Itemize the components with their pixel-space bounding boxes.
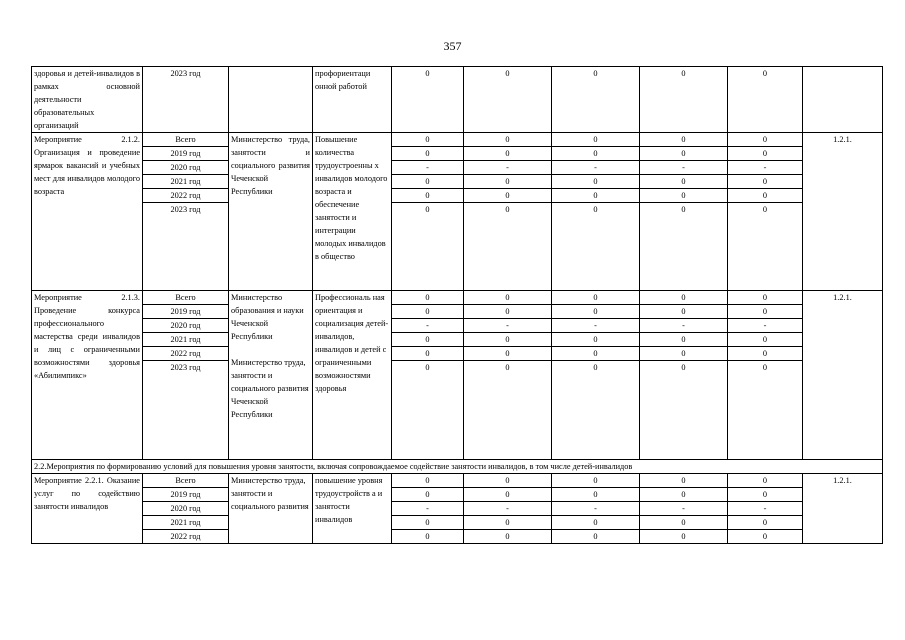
- value-cell: 0: [552, 361, 640, 460]
- table-row: [32, 474, 883, 488]
- table-row: [32, 175, 883, 189]
- value-cell: 0: [392, 147, 464, 161]
- event-name-cell: Мероприятие 2.1.2. Организация и проведение ярмарок вакансий и учебных мест для инвалидов молодого возраста: [32, 133, 143, 291]
- table-row: [32, 488, 883, 502]
- value-cell: 0: [552, 333, 640, 347]
- value-cell: 0: [552, 147, 640, 161]
- year-cell: 2021 год: [143, 516, 229, 530]
- value-cell: 0: [464, 516, 552, 530]
- value-cell: 0: [464, 488, 552, 502]
- value-cell: -: [640, 319, 728, 333]
- table-row: [32, 361, 883, 460]
- value-cell: 0: [464, 305, 552, 319]
- value-cell: 0: [392, 488, 464, 502]
- program-events-table: [31, 66, 883, 544]
- executor-cell: [229, 291, 313, 460]
- value-cell: 0: [728, 347, 803, 361]
- value-cell: 0: [640, 67, 728, 133]
- value-cell: 0: [392, 203, 464, 291]
- executor-cell: [229, 67, 313, 133]
- value-cell: 0: [464, 67, 552, 133]
- year-cell: 2019 год: [143, 488, 229, 502]
- table-row: [32, 305, 883, 319]
- indicator-cell: 1.2.1.: [803, 133, 883, 291]
- year-cell: 2023 год: [143, 67, 229, 133]
- value-cell: 0: [640, 488, 728, 502]
- event-name-cell: здоровья и детей-инвалидов в рамках основной деятельности образовательных организаций: [32, 67, 143, 133]
- value-cell: 0: [728, 175, 803, 189]
- year-cell: 2022 год: [143, 530, 229, 544]
- value-cell: 0: [552, 305, 640, 319]
- value-cell: 0: [464, 175, 552, 189]
- value-cell: 0: [392, 516, 464, 530]
- value-cell: 0: [640, 361, 728, 460]
- table-row: [32, 530, 883, 544]
- value-cell: 0: [392, 333, 464, 347]
- value-cell: 0: [464, 474, 552, 488]
- value-cell: 0: [728, 333, 803, 347]
- value-cell: 0: [640, 291, 728, 305]
- year-cell: 2023 год: [143, 203, 229, 291]
- page-number: 357: [443, 39, 462, 53]
- value-cell: 0: [728, 147, 803, 161]
- section-row: [32, 460, 883, 474]
- value-cell: -: [640, 161, 728, 175]
- value-cell: 0: [392, 361, 464, 460]
- value-cell: -: [728, 319, 803, 333]
- year-cell: Всего: [143, 474, 229, 488]
- value-cell: 0: [552, 530, 640, 544]
- value-cell: -: [640, 502, 728, 516]
- year-cell: 2019 год: [143, 305, 229, 319]
- value-cell: 0: [640, 333, 728, 347]
- value-cell: 0: [728, 361, 803, 460]
- value-cell: 0: [640, 133, 728, 147]
- value-cell: 0: [640, 474, 728, 488]
- value-cell: -: [728, 502, 803, 516]
- table-row: [32, 189, 883, 203]
- executor-gap: [231, 343, 310, 356]
- year-cell: 2020 год: [143, 319, 229, 333]
- value-cell: 0: [640, 189, 728, 203]
- value-cell: -: [728, 161, 803, 175]
- value-cell: 0: [552, 291, 640, 305]
- value-cell: 0: [392, 305, 464, 319]
- value-cell: 0: [552, 203, 640, 291]
- value-cell: 0: [728, 305, 803, 319]
- value-cell: 0: [392, 189, 464, 203]
- value-cell: 0: [552, 175, 640, 189]
- value-cell: -: [392, 161, 464, 175]
- value-cell: 0: [640, 347, 728, 361]
- year-cell: 2021 год: [143, 175, 229, 189]
- value-cell: -: [464, 502, 552, 516]
- value-cell: 0: [392, 67, 464, 133]
- year-cell: 2023 год: [143, 361, 229, 460]
- table-row: [32, 516, 883, 530]
- table-row: [32, 161, 883, 175]
- value-cell: 0: [728, 203, 803, 291]
- value-cell: 0: [464, 347, 552, 361]
- table-row: [32, 67, 883, 133]
- value-cell: 0: [392, 133, 464, 147]
- value-cell: 0: [392, 175, 464, 189]
- value-cell: 0: [640, 305, 728, 319]
- event-name-cell: Мероприятие 2.1.3. Проведение конкурса профессионального мастерства среди инвалидов и лиц с ограниченными возможностями здоровья «Абилимпикс»: [32, 291, 143, 460]
- value-cell: 0: [640, 147, 728, 161]
- result-cell: повышение уровня трудоустройств а и занятости инвалидов: [313, 474, 392, 544]
- year-cell: 2022 год: [143, 347, 229, 361]
- value-cell: 0: [464, 147, 552, 161]
- value-cell: -: [392, 319, 464, 333]
- value-cell: -: [392, 502, 464, 516]
- value-cell: 0: [392, 474, 464, 488]
- result-cell: профориентаци онной работой: [313, 67, 392, 133]
- value-cell: 0: [728, 67, 803, 133]
- value-cell: 0: [464, 133, 552, 147]
- value-cell: 0: [552, 133, 640, 147]
- value-cell: 0: [552, 516, 640, 530]
- value-cell: 0: [464, 530, 552, 544]
- table-row: [32, 333, 883, 347]
- year-cell: Всего: [143, 291, 229, 305]
- executor-cell: Министерство труда, занятости и социального развития: [229, 474, 313, 544]
- value-cell: 0: [552, 488, 640, 502]
- value-cell: 0: [728, 530, 803, 544]
- section-header-cell: 2.2.Мероприятия по формированию условий для повышения уровня занятости, включая сопровождаемое содействие занятости инвалидов, в том числе детей-инвалидов: [32, 460, 883, 474]
- value-cell: 0: [728, 474, 803, 488]
- year-cell: 2021 год: [143, 333, 229, 347]
- value-cell: 0: [552, 189, 640, 203]
- value-cell: 0: [640, 203, 728, 291]
- value-cell: -: [464, 319, 552, 333]
- value-cell: 0: [464, 203, 552, 291]
- year-cell: 2020 год: [143, 502, 229, 516]
- value-cell: 0: [464, 189, 552, 203]
- value-cell: 0: [392, 530, 464, 544]
- value-cell: 0: [728, 189, 803, 203]
- value-cell: 0: [728, 488, 803, 502]
- table-row: [32, 133, 883, 147]
- value-cell: 0: [552, 474, 640, 488]
- year-cell: 2020 год: [143, 161, 229, 175]
- value-cell: -: [552, 161, 640, 175]
- indicator-cell: [803, 67, 883, 133]
- event-name-cell: Мероприятие 2.2.1. Оказание услуг по содействию занятости инвалидов: [32, 474, 143, 544]
- value-cell: 0: [392, 291, 464, 305]
- value-cell: 0: [392, 347, 464, 361]
- table-row: [32, 347, 883, 361]
- value-cell: 0: [464, 361, 552, 460]
- value-cell: 0: [728, 133, 803, 147]
- result-cell: Профессиональ ная ориентация и социализация детей-инвалидов, инвалидов и детей с ограниченными возможностями здоровья: [313, 291, 392, 460]
- value-cell: 0: [640, 175, 728, 189]
- table-row: [32, 319, 883, 333]
- indicator-cell: 1.2.1.: [803, 291, 883, 460]
- table-row: [32, 203, 883, 291]
- year-cell: 2019 год: [143, 147, 229, 161]
- table-row: [32, 502, 883, 516]
- year-cell: Всего: [143, 133, 229, 147]
- value-cell: -: [464, 161, 552, 175]
- value-cell: 0: [552, 67, 640, 133]
- executor-cell: Министерство труда, занятости и социального развития Чеченской Республики: [229, 133, 313, 291]
- value-cell: 0: [464, 333, 552, 347]
- executor-secondary: Министерство труда, занятости и социального развития Чеченской Республики: [231, 358, 309, 419]
- value-cell: -: [552, 502, 640, 516]
- year-cell: 2022 год: [143, 189, 229, 203]
- value-cell: 0: [640, 516, 728, 530]
- value-cell: 0: [464, 291, 552, 305]
- result-cell: Повышение количества трудоустроенны х инвалидов молодого возраста и обеспечение занятости и интеграции молодых инвалидов в общество: [313, 133, 392, 291]
- value-cell: -: [552, 319, 640, 333]
- value-cell: 0: [728, 291, 803, 305]
- value-cell: 0: [640, 530, 728, 544]
- executor-primary: Министерство образования и науки Чеченской Республики: [231, 293, 304, 341]
- value-cell: 0: [728, 516, 803, 530]
- table-row: [32, 291, 883, 305]
- indicator-cell: 1.2.1.: [803, 474, 883, 544]
- table-row: [32, 147, 883, 161]
- value-cell: 0: [552, 347, 640, 361]
